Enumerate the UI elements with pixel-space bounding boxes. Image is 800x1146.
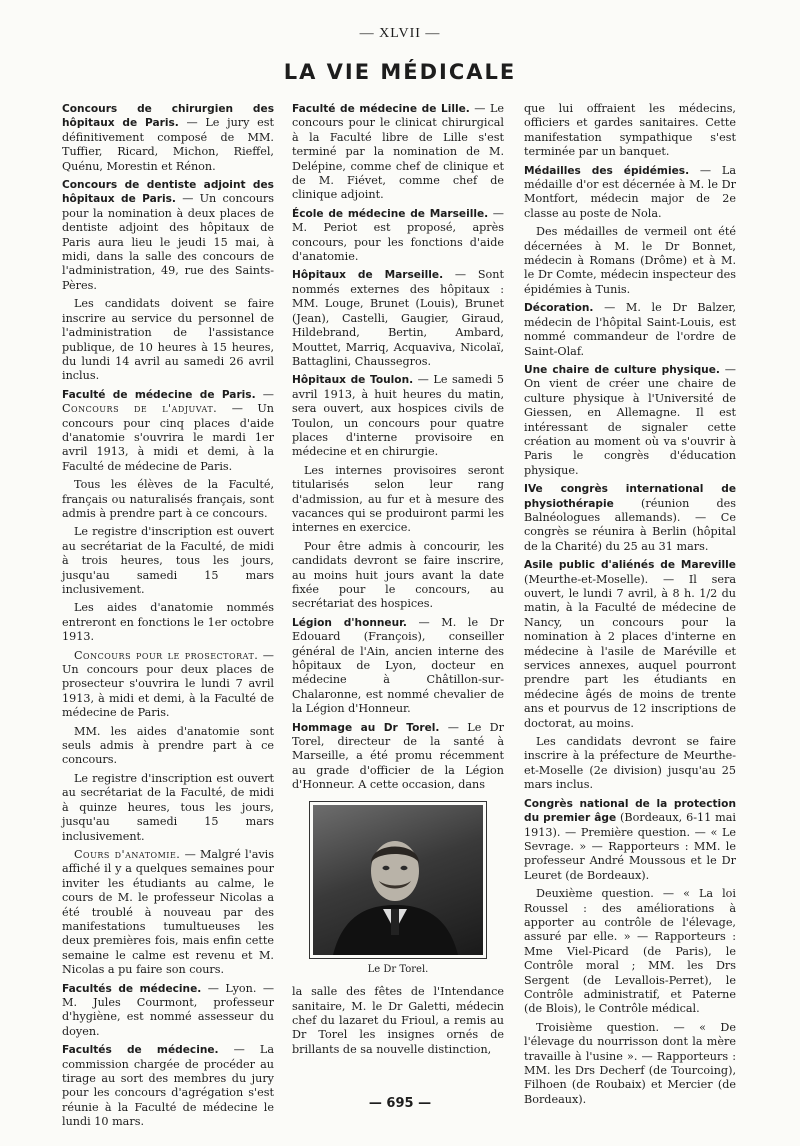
article: Faculté de médecine de Lille. — Le concours pour le clinicat chirurgical à la Faculté libre de Lille s'est terminé par la nomination de M. Delépine, comme chef de clinique et de M. Fiévet, comme chef de clinique adjoint. (292, 102, 504, 202)
article: Concours de chirurgien des hôpitaux de Paris. — Le jury est définitivement composé de MM. Tuffier, Ricard, Michon, Rieffel, Quénu, Morestin et Rénon. (62, 103, 274, 173)
paragraph: Tous les élèves de la Faculté, français ou naturalisés français, sont admis à prendre part à ce concours. (62, 478, 274, 520)
article: Hommage au Dr Torel. — Le Dr Torel, directeur de la santé à Marseille, a été promu récemment au grade d'officier de la Légion d'Honneur. A cette occasion, dans (292, 720, 504, 792)
portrait-figure-icon (313, 805, 477, 955)
article-heading: Congrès national de la protection du premier âge (524, 797, 736, 825)
portrait-image (313, 805, 483, 955)
article-heading: École de médecine de Marseille. (292, 207, 489, 220)
paragraph: Le registre d'inscription est ouvert au secrétariat de la Faculté, de midi à quinze heures, tous les jours, jusqu'au samedi 15 mars inclusivement. (62, 771, 274, 843)
article: Congrès national de la protection du premier âge (Bordeaux, 6-11 mai 1913). — Première question. — « Le Sevrage. » — Rapporteurs : MM. le professeur André Moussous et le Dr Leuret (de Bordeaux). (524, 797, 736, 882)
article-heading: Concours de chirurgien des hôpitaux de Paris. (62, 103, 274, 130)
article: Asile public d'aliénés de Mareville (Meurthe-et-Moselle). — Il sera ouvert, le lundi 7 avril, à 8 h. 1/2 du matin, à la Faculté de médecine de Nancy, un concours pour la nomination à 2 places d'interne en médecine à l'asile de Maréville et services annexes, auquel pourront prendre part les étudiants en médecine âgés de moins de trente ans et pourvus de 12 inscriptions de doctorat, au moins. (524, 559, 736, 730)
article: Une chaire de culture physique. — On vient de créer une chaire de culture physique à l'Université de Giessen, en Allemagne. Il est intéressant de signaler cette création au moment où va s'ouvrir à Paris le congrès d'éducation physique. (524, 362, 736, 477)
page-number: — 695 — (368, 1096, 432, 1111)
article-heading: Facultés de médecine. (62, 1044, 219, 1057)
paragraph: MM. les aides d'anatomie sont seuls admis à prendre part à ce concours. (62, 724, 274, 767)
article: École de médecine de Marseille. — M. Periot est proposé, après concours, pour les fonctions d'aide d'anatomie. (292, 206, 504, 264)
page-folio: — XLVII — (359, 26, 441, 41)
article: Médailles des épidémies. — La médaille d'or est décernée à M. le Dr Montfort, médecin major de 2e classe au poste de Nola. (524, 163, 736, 220)
article: Décoration. — M. le Dr Balzer, médecin de l'hôpital Saint-Louis, est nommé commandeur de l'ordre de Saint-Olaf. (524, 301, 736, 358)
article: Hôpitaux de Marseille. — Sont nommés externes des hôpitaux : MM. Louge, Brunet (Louis), Brunet (Jean), Castelli, Gaugier, Giraud, Hildebrand, Bertin, Ambard, Mouttet, Marriq, Acquaviva, Nicolaï, Battaglini, Chaussegros. (292, 268, 504, 368)
article: Hôpitaux de Toulon. — Le samedi 5 avril 1913, à huit heures du matin, sera ouvert, aux hospices civils de Toulon, un concours pour quatre places d'interne provisoire en médecine et en chirurgie. (292, 373, 504, 459)
paragraph: la salle des fêtes de l'Intendance sanitaire, M. le Dr Galetti, médecin chef du lazaret du Frioul, a remis au Dr Torel les insignes ornés de brillants de sa nouvelle distinction, (292, 985, 504, 1056)
paragraph: Des médailles de vermeil ont été décernées à M. le Dr Bonnet, médecin à Romans (Drôme) et à M. le Dr Comte, médecin inspecteur des épidémies à Tunis. (524, 225, 736, 296)
paragraph: Deuxième question. — « La loi Roussel : des améliorations à apporter au contrôle de l'élevage, assuré par elle. » — Rapporteurs : Mme Viel-Picard (de Paris), le Contrôle moral ; MM. les Drs Sergent (de Levallois-Perret), le Contrôle administratif, et Paterne (de Blois), le Contrôle médical. (524, 887, 736, 1016)
paragraph: Les candidats devront se faire inscrire à la préfecture de Meurthe-et-Moselle (2e division) jusqu'au 25 mars inclus. (524, 735, 736, 792)
article-heading: IVe congrès international de physiothérapie (524, 483, 736, 510)
article-heading: Faculté de médecine de Lille. (292, 103, 470, 115)
article: Facultés de médecine. — La commission chargée de procéder au tirage au sort des membres du jury pour les concours d'agrégation s'est réunie à la Faculté de médecine le lundi 10 mars. (62, 1043, 274, 1129)
article-heading: Concours de dentiste adjoint des hôpitaux de Paris. (62, 179, 274, 206)
paragraph: Les aides d'anatomie nommés entreront en fonctions le 1er octobre 1913. (62, 601, 274, 644)
article: Concours pour le prosectorat. — Un concours pour deux places de prosecteur s'ouvrira le lundi 7 avril 1913, à midi et demi, à la Faculté de médecine de Paris. (62, 648, 274, 720)
page-title: LA VIE MÉDICALE (283, 60, 517, 84)
article-heading: Une chaire de culture physique. (524, 363, 720, 376)
article: Concours de dentiste adjoint des hôpitaux de Paris. — Un concours pour la nomination à deux places de dentiste adjoint des hôpitaux de Paris aura lieu le jeudi 15 mai, à midi, dans la salle des concours de l'administration, 49, rue des Saints-Pères. (62, 179, 274, 292)
article: Légion d'honneur. — M. le Dr Edouard (François), conseiller général de l'Ain, ancien interne des hôpitaux de Lyon, docteur en médecine à Châtillon-sur-Chalaronne, est nommé chevalier de la Légion d'Honneur. (292, 615, 504, 716)
article-heading: Asile public d'aliénés de Mareville (524, 559, 736, 572)
article-heading: Hommage au Dr Torel. (292, 721, 440, 734)
column-1 (62, 102, 274, 1134)
photo-caption: Le Dr Torel. (367, 963, 429, 975)
article-heading: Facultés de médecine. (62, 982, 202, 995)
paragraph: Les internes provisoires seront titularisés selon leur rang d'admission, au fur et à mesure des vacances qui se produiront parmi les internes en exercice. (292, 463, 504, 535)
paragraph: Les candidats doivent se faire inscrire au service du personnel de l'administration de l'assistance publique, de 10 heures à 15 heures, du lundi 14 avril au samedi 26 avril inclus. (62, 297, 274, 383)
paragraph: Troisième question. — « De l'élevage du nourrisson dont la mère travaille à l'usine ». — Rapporteurs : MM. les Drs Decherf (de Tourcoing), Filhoen (de Roubaix) et Mercier (de Bordeaux). (524, 1020, 736, 1106)
column-2 (292, 102, 504, 1061)
article-heading: Légion d'honneur. (292, 616, 407, 629)
article-heading: Hôpitaux de Marseille. (292, 269, 444, 282)
article-heading: Décoration. (524, 302, 594, 315)
column-3 (524, 102, 736, 1111)
article-heading: Faculté de médecine de Paris. (62, 388, 256, 401)
portrait-photo (309, 801, 487, 959)
paragraph: Pour être admis à concourir, les candidats devront se faire inscrire, au moins huit jours avant la date fixée pour le concours, au secrétariat des hospices. (292, 539, 504, 611)
article: Faculté de médecine de Paris. — Concours de l'adjuvat. — Un concours pour cinq places d'aide d'anatomie s'ouvrira le mardi 1er avril 1913, à midi et demi, à la Faculté de médecine de Paris. (62, 387, 274, 473)
article-heading: Hôpitaux de Toulon. (292, 374, 414, 387)
article-heading: Médailles des épidémies. (524, 164, 690, 177)
article: Facultés de médecine. — Lyon. — M. Jules Courmont, professeur d'hygiène, est nommé assesseur du doyen. (62, 981, 275, 1038)
article: Cours d'anatomie. — Malgré l'avis affiché il y a quelques semaines pour inviter les étudiants au calme, le cours de M. le professeur Nicolas a été troublé à nouveau par des manifestations tumultueuses les deux premières fois, mais enfin cette semaine le calme est revenu et M. Nicolas a pu faire son cours. (62, 847, 274, 977)
paragraph: que lui offraient les médecins, officiers et gardes sanitaires. Cette manifestation sympathique s'est terminée par un banquet. (524, 102, 736, 159)
paragraph: Le registre d'inscription est ouvert au secrétariat de la Faculté, de midi à trois heures, tous les jours, jusqu'au samedi 15 mars inclusivement. (62, 525, 274, 596)
article: IVe congrès international de physiothérapie (réunion des Balnéologues allemands). — Ce congrès se réunira à Berlin (hôpital de la Charité) du 25 au 31 mars. (524, 483, 736, 553)
